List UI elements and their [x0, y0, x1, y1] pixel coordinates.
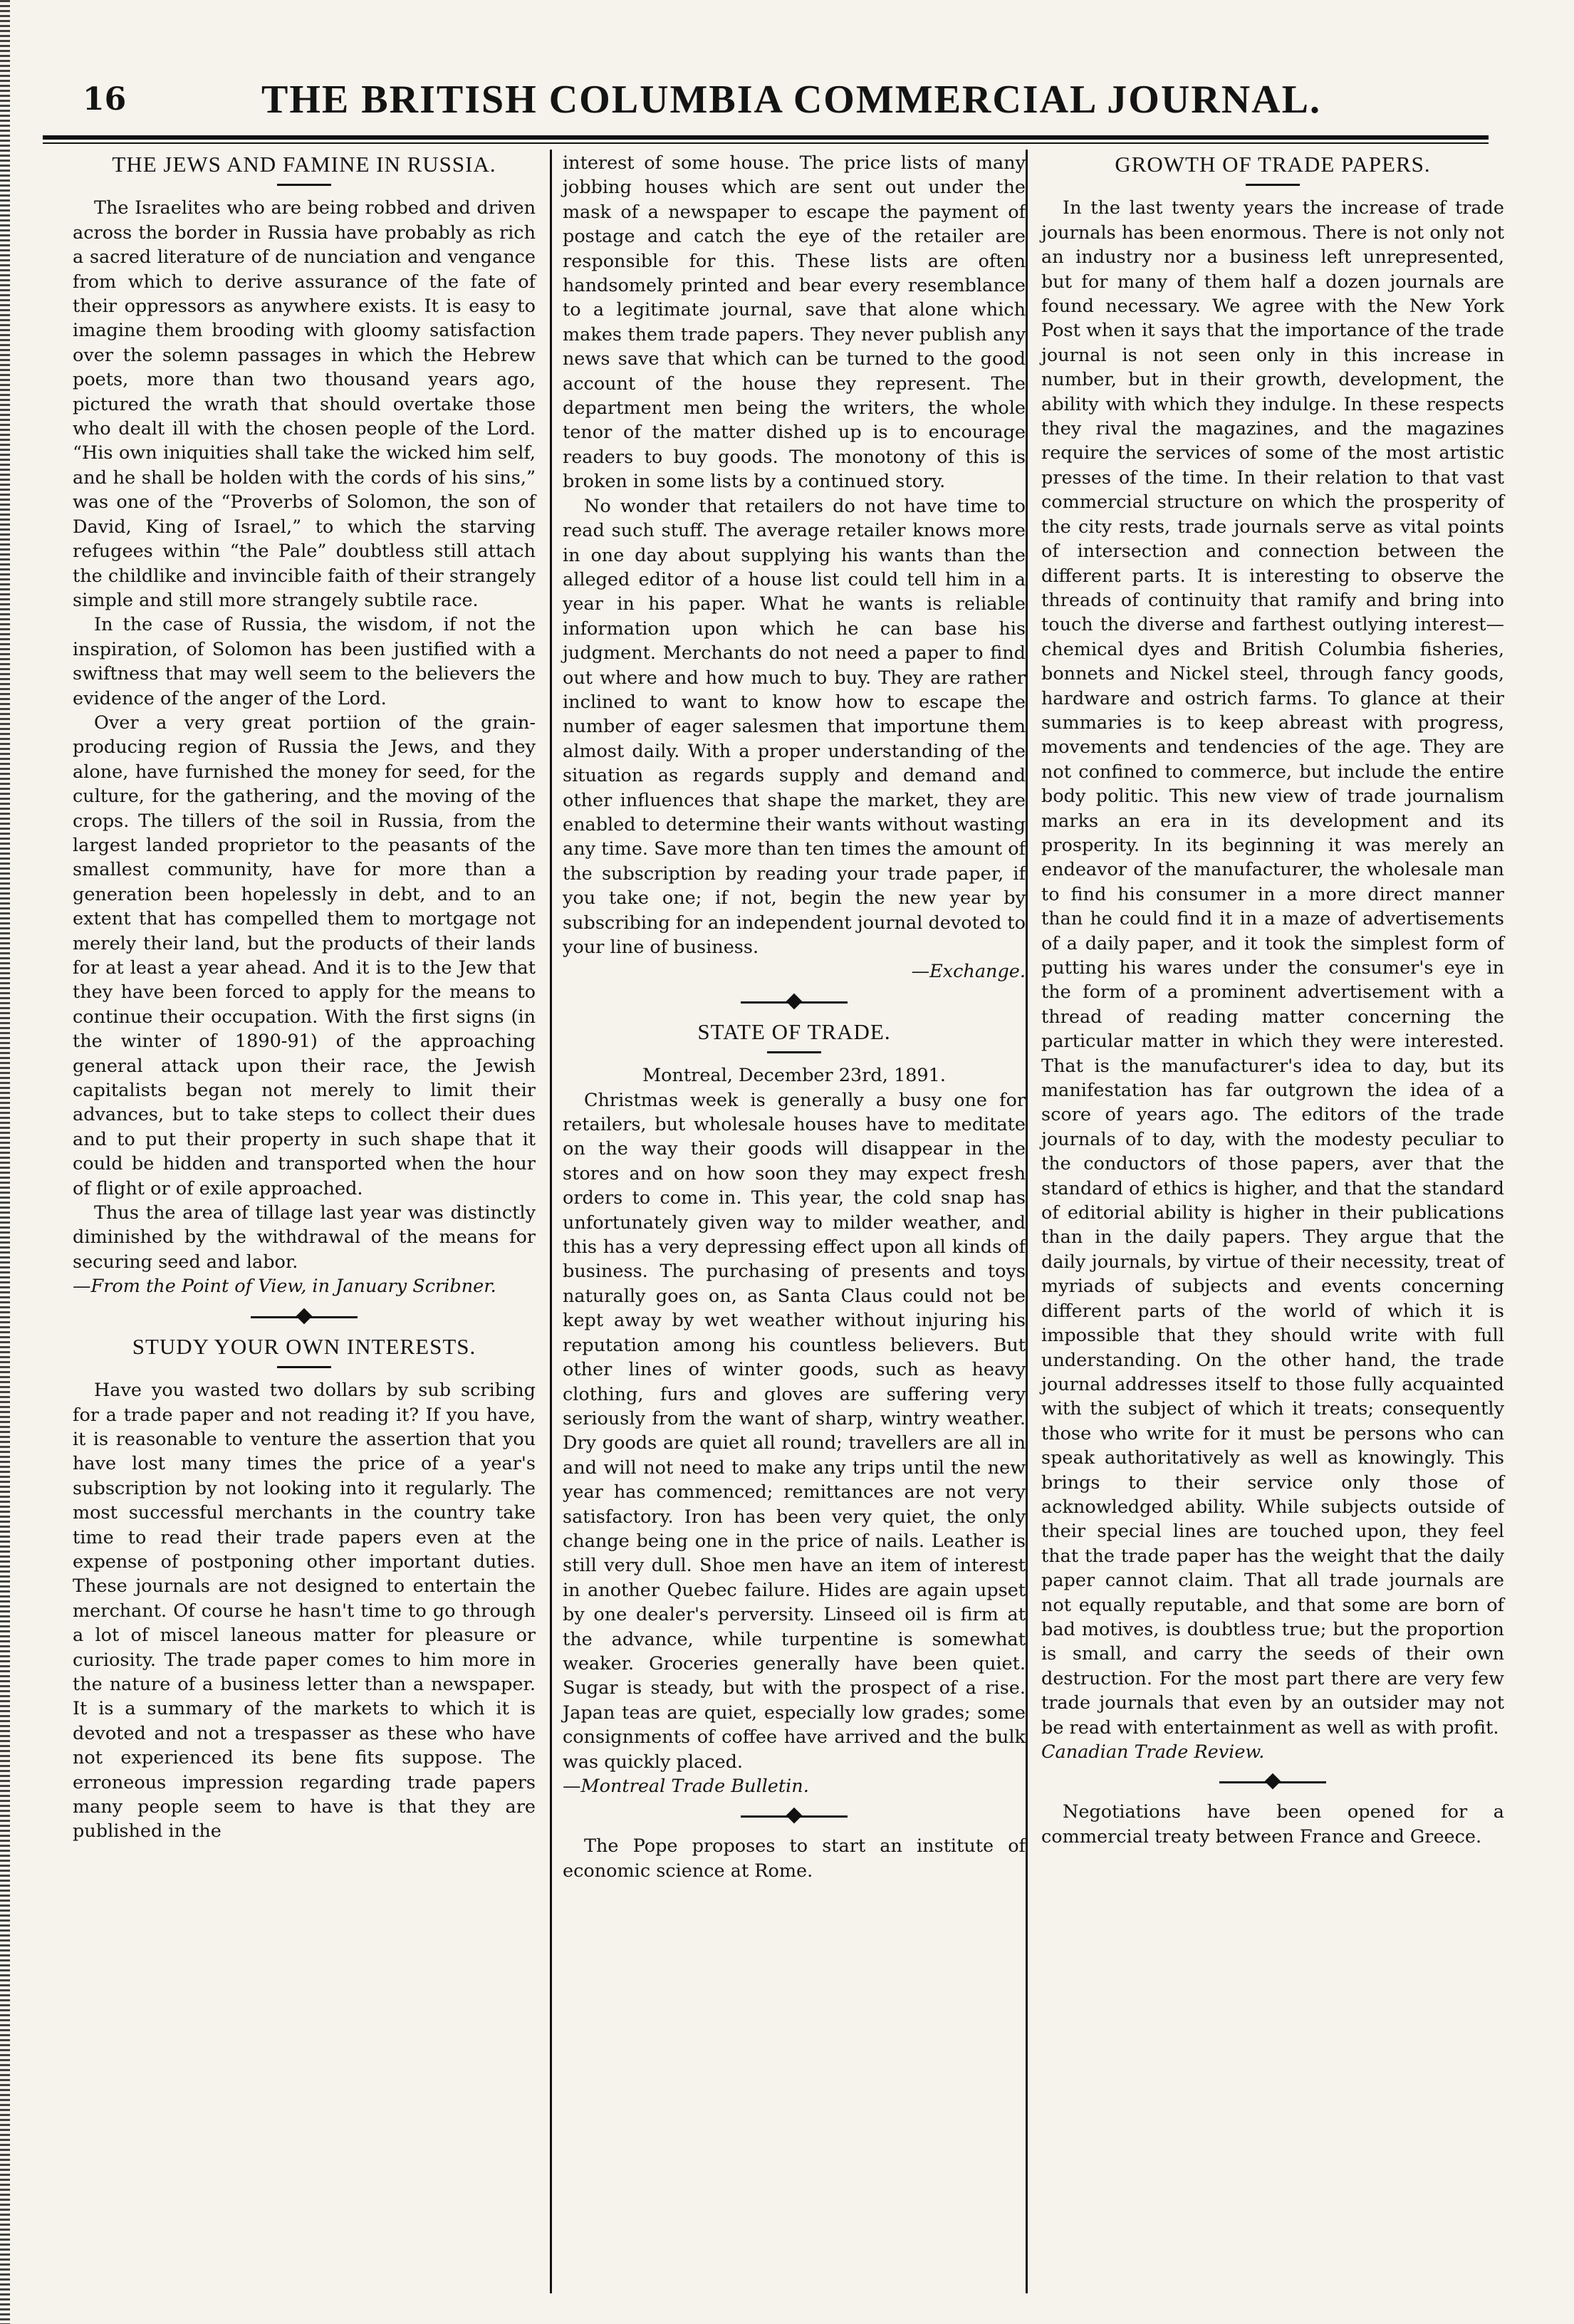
section-separator [1041, 1770, 1504, 1794]
paragraph: No wonder that retailers do not have time to read such stuff. The average retailer knows more in one day about supplying his wants than the alleged editor of a house list could tell him in a year in his paper. What he wants is reliable information upon which he can base his judgment. Merchants do not need a paper to find out where and how much to buy. They are rather inclined to want to know how to escape the number of eager salesmen that importune them almost daily. With a proper understanding of the situation as regards supply and demand and other influences that shape the market, they are enabled to determine their wants without wasting any time. Save more than ten times the amount of the subscription by reading your trade paper, if you take one; if not, begin the new year by subscribing for an independent journal devoted to your line of business. [563, 495, 1026, 958]
section-separator [563, 990, 1026, 1014]
page-number: 16 [83, 81, 127, 118]
masthead [68, 71, 1514, 128]
section-separator [563, 1804, 1026, 1828]
masthead-rule-thin [43, 142, 1489, 144]
dateline: Montreal, December 23rd, 1891. [642, 1065, 946, 1087]
paragraph: In the last twenty years the increase of trade journals has been enormous. There is not only not an industry nor a business left unrepresented, but for many of them half a dozen journals are found necessary. We agree with the New York Post when it says that the importance of the trade journal is not seen only in this increase in number, but in their growth, development, the ability with which they indulge. In these respects they rival the magazines, and the magazines require the services of some of the most artistic presses of the time. In their relation to that vast commercial structure on which the prosperity of the city rests, trade journals serve as vital points of intersection and connection between the different parts. It is interesting to observe the threads of continuity that ramify and bring into touch the diverse and farthest outlying interest—chemical dyes and British Columbia fisheries, bonnets and Nickel steel, through fancy goods, hardware and ostrich farms. To glance at their summaries is to keep abreast with progress, movements and tendencies of the age. They are not confined to commerce, but include the entire body politic. This new view of trade journalism marks an era in its development and its prosperity. In its beginning it was merely an endeavor of the manufacturer, the wholesale man to find his consumer in a more direct manner than he could find it in a maze of advertisements of a daily paper, and it took the simplest form of putting his wares under the consumer's eye in the form of a prominent advertisement with a thread of reading matter concerning the particular matter in which they were interested. That is the manufacturer's idea to day, but its manifestation has far outgrown the idea of a score of years ago. The editors of the trade journals of to day, with the modesty peculiar to the conductors of those papers, aver that the standard of ethics is higher, and that the standard of editorial ability is higher in their publications than in the daily papers. They argue that the daily journals, by virtue of their necessity, treat of myriads of subjects and events concerning different parts of the world of which it is impossible that they should write with full understanding. On the other hand, the trade journal addresses itself to those fully acquainted with the subject of which it treats; consequently those who write for it must be persons who can speak authoritatively as well as knowingly. This brings to their service only those of acknowledged ability. While subjects outside of their special lines are touched upon, they feel that the trade paper has the weight that the daily paper cannot claim. That all trade journals are not equally reputable, and that some are born of bad motives, is doubtless true; but the proportion is small, and carry the seeds of their own destruction. For the most part there are very few trade journals that even by an outsider may not be read with entertainment as well as with profit. [1041, 197, 1504, 1739]
title-rule [277, 184, 331, 186]
article-credit: —Montreal Trade Bulletin. [563, 1776, 809, 1797]
paragraph: Christmas week is generally a busy one for retailers, but wholesale houses have to meditate on the way their goods will disappear in the stores and on how soon they may expect fresh orders to come in. This year, the cold snap has unfortunately given way to milder weather, and this has a very depressing effect upon all kinds of business. The purchasing of presents and toys naturally goes on, as Santa Claus could not be kept away by wet weather without injuring his reputation among his countless believers. But other lines of winter goods, such as heavy clothing, furs and gloves are suffering very seriously from the want of sharp, wintry weather. Dry goods are quiet all round; travellers are all in and will not need to make any trips until the new year has commenced; remittances are not very satisfactory. Iron has been very quiet, the only change being one in the price of nails. Leather is still very dull. Shoe men have an item of interest in another Quebec failure. Hides are again upset by one dealer's perversity. Linseed oil is firm at the advance, while turpentine is somewhat weaker. Groceries generally have been quiet. Sugar is steady, but with the prospect of a rise. Japan teas are quiet, especially low grades; some consignments of coffee have arrived and the bulk was quickly placed. [563, 1089, 1026, 1773]
page-binding-edge [0, 0, 10, 2324]
title-rule [277, 1366, 331, 1368]
paragraph: Have you wasted two dollars by sub scribing for a trade paper and not reading it? If you have, it is reasonable to venture the assertion that you have lost many times the price of a year's subscription by not looking into it regularly. The most successful merchants in the country take time to read their trade papers even at the expense of postponing other important duties. These journals are not designed to entertain the merchant. Of course he hasn't time to go through a lot of miscel laneous matter for pleasure or curiosity. The trade paper comes to him more in the nature of a business letter than a newspaper. It is a summary of the markets to which it is devoted and not a trespasser as these who have not experienced its bene fits suppose. The erroneous impression regarding trade papers many people seem to have is that they are published in the [73, 1380, 536, 1843]
paragraph: In the case of Russia, the wisdom, if not the inspiration, of Solomon has been justified with a swiftness that may well seem to the believers the evidence of the anger of the Lord. [73, 614, 536, 709]
paragraph: The Israelites who are being robbed and driven across the border in Russia have probably as rich a sacred literature of de nunciation and vengance from which to derive assurance of the fate of their oppressors as anywhere exists. It is easy to imagine them brooding with gloomy satisfaction over the solemn passages in which the Hebrew poets, more than two thousand years ago, pictured the wrath that should overtake those who dealt ill with the chosen people of the Lord. “His own iniquities shall take the wicked him self, and he shall be holden with the cords of his sins,” was one of the “Proverbs of Solomon, the son of David, King of Israel,” to which the starving refugees within “the Pale” doubtless still attach the childlike and invincible faith of their strangely simple and still more strangely subtile race. [73, 197, 536, 611]
article-credit: Canadian Trade Review. [1041, 1741, 1265, 1763]
column-divider-2 [1026, 150, 1028, 2293]
article-growth-of-trade-papers [1041, 152, 1504, 1764]
paragraph: Thus the area of tillage last year was distinctly diminished by the withdrawal of the means for securing seed and labor. [73, 1202, 536, 1273]
column-1 [73, 151, 536, 1844]
news-item-pope: The Pope proposes to start an institute of economic science at Rome. [563, 1835, 1026, 1882]
column-2 [563, 151, 1026, 1883]
article-state-of-trade [563, 1020, 1026, 1799]
article-credit: —Exchange. [911, 961, 1026, 983]
title-rule [767, 1051, 821, 1053]
article-title: STATE OF TRADE. [697, 1018, 891, 1044]
article-jews-and-famine [73, 152, 536, 1299]
article-title: STUDY YOUR OWN INTERESTS. [132, 1333, 476, 1359]
article-credit: —From the Point of View, in January Scribner. [73, 1276, 496, 1298]
paragraph: Over a very great portiion of the grain-producing region of Russia the Jews, and they alone, have furnished the money for seed, for the culture, for the gathering, and the moving of the crops. The tillers of the soil in Russia, from the largest landed proprietor to the peasants of the smallest community, have for more than a generation been hopelessly in debt, and to an extent that has compelled them to mortgage not merely their land, but the products of their lands for at least a year ahead. And it is to the Jew that they have been forced to apply for the means to continue their occupation. With the first signs (in the winter of 1890-91) of the approaching general attack upon their race, the Jewish capitalists began not merely to limit their advances, but to take steps to collect their dues and to put their property in such shape that it could be hidden and transported when the hour of flight or of exile approached. [73, 712, 536, 1199]
column-divider-1 [550, 150, 552, 2293]
title-rule [1246, 184, 1300, 186]
journal-title: THE BRITISH COLUMBIA COMMERCIAL JOURNAL. [261, 78, 1321, 122]
article-title: THE JEWS AND FAMINE IN RUSSIA. [112, 152, 496, 177]
section-separator [73, 1305, 536, 1329]
article-title: GROWTH OF TRADE PAPERS. [1115, 152, 1431, 177]
masthead-rule-thick [43, 135, 1489, 140]
news-item-negotiations: Negotiations have been opened for a commercial treaty between France and Greece. [1041, 1801, 1504, 1848]
article-study-your-own-interests [73, 1335, 536, 1844]
paragraph: interest of some house. The price lists of many jobbing houses which are sent out under the mask of a newspaper to escape the payment of postage and catch the eye of the retailer are responsible for this. These lists are often handsomely printed and bear every resemblance to a legitimate journal, save that alone which makes them trade papers. They never publish any news save that which can be turned to the good account of the house they represent. The department men being the writers, the whole tenor of the matter dished up is to encourage readers to buy goods. The monotony of this is broken in some lists by a continued story. [563, 152, 1026, 493]
article-study-continued [563, 151, 1026, 984]
column-3 [1041, 151, 1504, 1849]
